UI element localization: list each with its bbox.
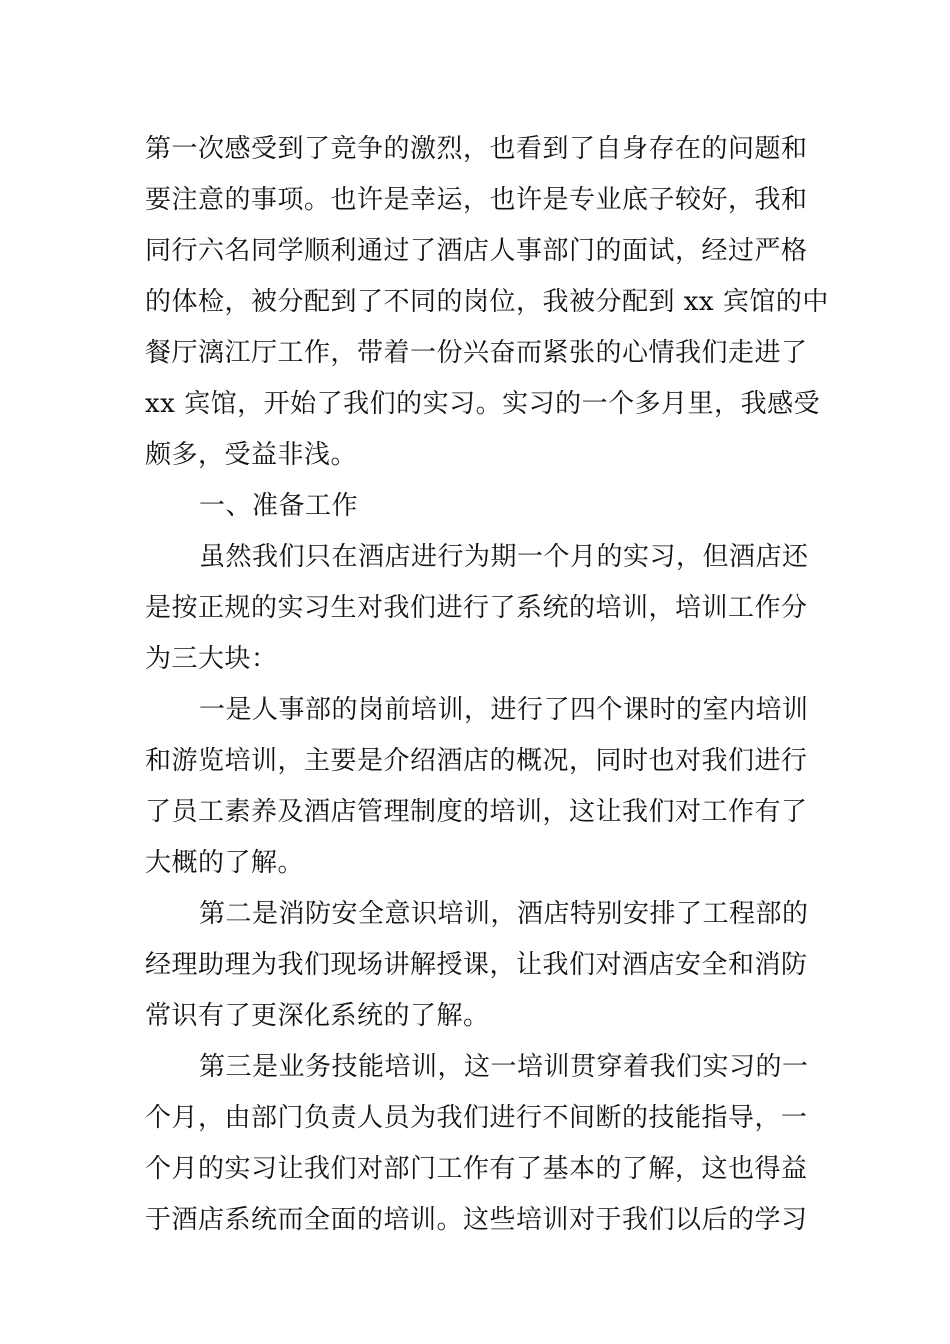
text-line: 了员工素养及酒店管理制度的培训，这让我们对工作有了 xyxy=(145,797,808,827)
text-line: 同行六名同学顺利通过了酒店人事部门的面试，经过严格 xyxy=(145,236,808,266)
text-line: 个月，由部门负责人员为我们进行不间断的技能指导，一 xyxy=(145,1103,808,1133)
document-body xyxy=(145,124,829,1246)
text-line: 于酒店系统而全面的培训。这些培训对于我们以后的学习 xyxy=(145,1205,808,1235)
section-heading: 一、准备工作 xyxy=(199,491,359,521)
text-line: 虽然我们只在酒店进行为期一个月的实习，但酒店还 xyxy=(199,542,809,572)
text-line: 经理助理为我们现场讲解授课，让我们对酒店安全和消防 xyxy=(145,950,808,980)
text-line: 颇多，受益非浅。 xyxy=(145,440,358,470)
text-line: 餐厅漓江厅工作，带着一份兴奋而紧张的心情我们走进了 xyxy=(145,338,808,368)
text-line: 第二是消防安全意识培训，酒店特别安排了工程部的 xyxy=(199,899,809,929)
text-line: 常识有了更深化系统的了解。 xyxy=(145,1001,490,1031)
text-line: 第一次感受到了竞争的激烈，也看到了自身存在的问题和 xyxy=(145,134,808,164)
text-line: 的体检，被分配到了不同的岗位，我被分配到 xx 宾馆的中 xyxy=(145,287,829,317)
text-line: 为三大块： xyxy=(145,644,278,674)
text-line: 第三是业务技能培训，这一培训贯穿着我们实习的一 xyxy=(199,1052,809,1082)
text-line: 大概的了解。 xyxy=(145,848,305,878)
text-line: 和游览培训，主要是介绍酒店的概况，同时也对我们进行 xyxy=(145,746,808,776)
text-line: xx 宾馆，开始了我们的实习。实习的一个多月里，我感受 xyxy=(145,389,821,419)
text-line: 一是人事部的岗前培训，进行了四个课时的室内培训 xyxy=(199,695,809,725)
text-line: 是按正规的实习生对我们进行了系统的培训，培训工作分 xyxy=(145,593,808,623)
text-line: 个月的实习让我们对部门工作有了基本的了解，这也得益 xyxy=(145,1154,808,1184)
text-line: 要注意的事项。也许是幸运，也许是专业底子较好，我和 xyxy=(145,185,808,215)
